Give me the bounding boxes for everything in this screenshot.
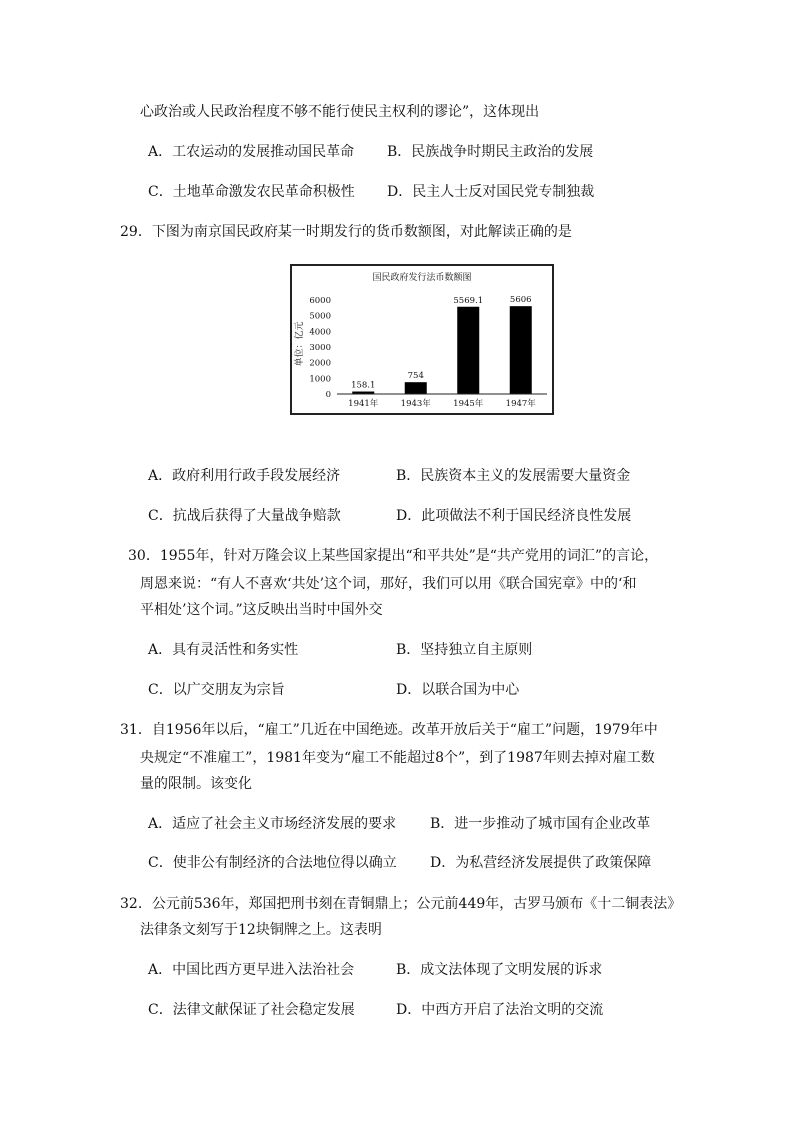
- q30-option-d: D．以联合国为中心: [396, 682, 520, 698]
- bar: [405, 382, 427, 394]
- q29-stem: 29．下图为南京国民政府某一时期发行的货币数额图，对此解读正确的是: [120, 224, 572, 240]
- bar-value-label: 5606: [509, 295, 532, 306]
- q28-option-b: B．民族战争时期民主政治的发展: [387, 144, 594, 160]
- y-tick-label: 1000: [309, 374, 331, 385]
- q31-option-b: B．进一步推动了城市国有企业改革: [430, 816, 651, 832]
- chart-value-labels: [351, 295, 531, 390]
- currency-chart: [290, 264, 554, 415]
- y-tick-label: 4000: [309, 327, 331, 338]
- q32-stem-line-1: 32．公元前536年，郑国把刑书刻在青铜鼎上；公元前449年，古罗马颁布《十二铜表法》: [120, 896, 682, 912]
- bar-value-label: 5569.1: [453, 295, 484, 306]
- q31-option-a: A．适应了社会主义市场经济发展的要求: [148, 816, 397, 832]
- x-tick-label: 1945年: [453, 399, 484, 409]
- bar-value-label: 754: [407, 371, 424, 382]
- q32-option-d: D．中西方开启了法治文明的交流: [396, 1002, 604, 1018]
- q30-stem-line-1: 30．1955年，针对万隆会议上某些国家提出“和平共处”是“共产党用的词汇”的言论，: [128, 548, 659, 564]
- q30-option-a: A．具有灵活性和务实性: [148, 642, 299, 658]
- q32-stem-line-2: 法律条文刻写于12块铜牌之上。这表明: [140, 922, 382, 938]
- y-tick-label: 5000: [309, 311, 331, 322]
- q32-option-a: A．中国比西方更早进入法治社会: [148, 962, 355, 978]
- y-tick-label: 3000: [309, 343, 331, 353]
- chart-title: 国民政府发行法币数额图: [372, 273, 472, 283]
- q31-option-c: C．使非公有制经济的合法地位得以确立: [148, 855, 397, 871]
- q28-stem: 心政治或人民政治程度不够不能行使民主权利的谬论”，这体现出: [140, 104, 540, 120]
- bar: [510, 306, 532, 394]
- q28-option-c: C．土地革命激发农民革命积极性: [148, 184, 355, 200]
- q30-option-b: B．坚持独立自主原则: [396, 642, 533, 658]
- y-tick-label: 6000: [309, 296, 331, 306]
- x-tick-label: 1941年: [348, 399, 379, 409]
- q31-stem-line-1: 31．自1956年以后，“雇工”几近在中国绝迹。改革开放后关于“雇工”问题，1979年中: [120, 722, 658, 738]
- x-axis-labels: [348, 398, 536, 409]
- q30-stem-line-3: 平相处’这个词。”这反映出当时中国外交: [140, 602, 383, 618]
- bar: [457, 307, 479, 394]
- chart-bars: [352, 306, 532, 394]
- q30-option-c: C．以广交朋友为宗旨: [148, 682, 285, 698]
- q29-option-c: C．抗战后获得了大量战争赔款: [148, 508, 341, 524]
- q31-option-d: D．为私营经济发展提供了政策保障: [430, 855, 652, 871]
- q31-stem-line-3: 量的限制。该变化: [140, 776, 252, 792]
- q29-option-b: B．民族资本主义的发展需要大量资金: [396, 468, 631, 484]
- q29-option-a: A．政府利用行政手段发展经济: [148, 468, 341, 484]
- q28-option-a: A．工农运动的发展推动国民革命: [148, 144, 355, 160]
- chart-ylabel: 单位：亿元: [295, 321, 305, 367]
- x-tick-label: 1943年: [400, 399, 431, 409]
- x-tick-label: 1947年: [505, 399, 536, 409]
- q31-stem-line-2: 央规定“不准雇工”，1981年变为“雇工不能超过8个”，到了1987年则去掉对雇工数: [140, 750, 655, 766]
- y-tick-label: 0: [325, 390, 331, 400]
- q29-option-d: D．此项做法不利于国民经济良性发展: [396, 508, 632, 524]
- q30-stem-line-2: 周恩来说：“有人不喜欢‘共处’这个词，那好，我们可以用《联合国宪章》中的‘和: [140, 576, 637, 592]
- y-axis-ticks: [309, 296, 331, 400]
- bar-value-label: 158.1: [351, 380, 376, 391]
- y-tick-label: 2000: [309, 358, 331, 369]
- q28-option-d: D．民主人士反对国民党专制独裁: [387, 184, 595, 200]
- currency-chart-svg: [292, 266, 552, 413]
- q32-option-c: C．法律文献保证了社会稳定发展: [148, 1002, 355, 1018]
- q32-option-b: B．成文法体现了文明发展的诉求: [396, 962, 603, 978]
